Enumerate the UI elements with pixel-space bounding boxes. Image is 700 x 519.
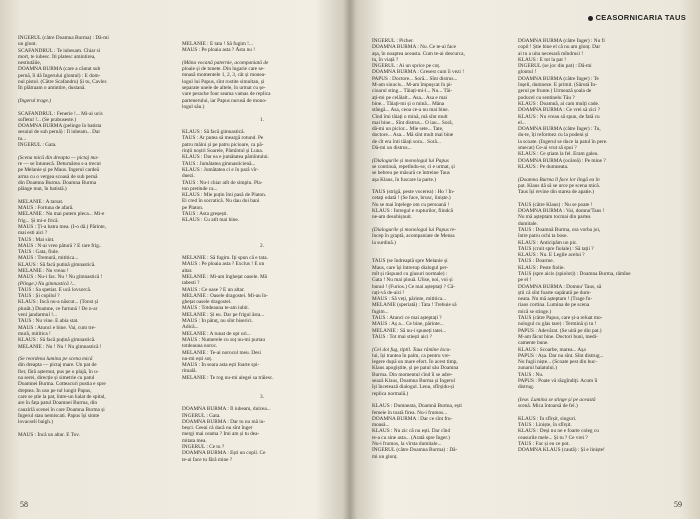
text-line: nologul cu glas tare) : Termină și tu !	[518, 321, 597, 328]
text-line: re — se întunecă. Deturnărea s-a trecut	[18, 160, 101, 167]
text-line: mergi mai ceama ? Imi am și tu dea-	[182, 431, 260, 438]
text-line: MELANIE : Să fugim. Îți spun că e tata.	[182, 255, 268, 262]
text-line: (Mâna vocană paternie, acompaniată de	[182, 59, 269, 66]
text-line: MAUS : Ți-a batra mea. (I-o dă.) Părinte,	[18, 223, 106, 230]
page-number-right: 59	[674, 500, 682, 509]
text-line: (Scena mică din dreapta — pictaj ma-	[18, 154, 99, 161]
text-line: DOAMNA KLAUS (caută) : Și e liniște!	[518, 447, 605, 454]
text-line: DOAMNA BURMA : Dar tu nu mă iu-	[182, 418, 266, 425]
text-line: MELANIE : Mi-am înghețat oasele. Mă	[182, 273, 268, 280]
text-line: ne-am desobișnuit.	[372, 214, 413, 221]
text-line: PAPUS : Poate vă răzgîndiți. Acum îi	[518, 378, 598, 385]
text-line: KLAUS : Pe dumneata.	[518, 163, 569, 170]
text-line: KLAUS : E tot la pat !	[518, 56, 566, 63]
text-line: dă-mi un picior... Mie sete... Tate,	[372, 126, 444, 133]
text-line: Nu fugii niște... (Scoate pest din buc-	[518, 359, 597, 366]
text-line: logul lui Papus, sînt rostite simultan, și	[182, 78, 265, 85]
text-line: MAUS : Să veți, părinte, mititica...	[372, 296, 447, 303]
text-line: ai tu a uita necesară mîndrusi !	[518, 50, 584, 57]
text-line: ÎNGERUL (către Doamna Burma) : Dă-	[372, 447, 458, 454]
text-line: KLAUS : Anticipăm un pic.	[518, 239, 578, 246]
left-column-2	[182, 41, 342, 463]
text-line: KLAUS : Nu zic că nu ești. Dar cînd	[372, 428, 451, 435]
text-line: DOAMNA BURMA : Vai, domnu'Taus !	[518, 208, 605, 215]
text-line: plânge mut, în batistă.)	[18, 186, 67, 193]
text-line: ÎNGERUL : Ce tu ?	[182, 444, 225, 450]
text-line: MAUS : Încă un altar. E Tov.	[18, 431, 80, 438]
text-line: tu...	[18, 135, 27, 142]
text-line: frig... Și mi-e frică.	[18, 217, 59, 224]
text-line: la scoate. (Îngerul se duce la patul în pere.	[518, 138, 608, 145]
text-line: 3.	[260, 393, 264, 400]
text-line: MAUS : N-ai vreo pătură ? E rare frig..	[18, 242, 102, 249]
text-line: na serei, direcție și simetrie cu patul	[18, 375, 95, 382]
text-line: DOAMNA BURMA (pelinge în batista	[18, 123, 102, 130]
text-line: ton pretinde ca...	[182, 185, 218, 192]
text-line: TAUS (se îndreaptă spre Melanie și	[372, 258, 448, 265]
text-line: vare perache four seama vamas de replica	[182, 91, 271, 98]
text-line: DOAMNA BURMA : Ești un copil. Ce	[182, 450, 266, 457]
text-line: MAUS : Tremură, mititica...	[18, 255, 79, 262]
text-line: DOAMNA BURMA : Domnu' Taus, să	[518, 283, 602, 290]
text-line: te-a cu sine asta... (Arată spre Înger.)	[372, 434, 450, 441]
text-line: cetați odată ! (Se face, brusc, liniște.)	[372, 195, 451, 202]
text-line: glontul !	[518, 69, 537, 76]
text-line: TAUS : Liniște, în sfîrșit.	[518, 422, 572, 429]
text-line: MELANIE : Oasele dragostei. Mi-au în-	[182, 292, 268, 299]
text-line: beșci. Ceeai că dacă nu sînt înger	[182, 425, 253, 432]
text-line: ÎNGERUL : Picher.	[372, 38, 414, 44]
text-line: ghețat oasele dragostei.	[182, 299, 232, 306]
text-line: Cînd îmi tăiați o mină, mă sînt mult	[372, 113, 448, 120]
text-line: KLAUS : Să facă puțină gimnastică.	[18, 337, 96, 344]
text-line: zunarul halatului.)	[518, 365, 557, 372]
text-line: TAUS : Asta greșești.	[182, 211, 228, 218]
text-line: DOAMNA BURMA (care a căutat sub	[18, 66, 101, 73]
text-line: Klaus apogiștite, și pe patul său Doamna	[372, 365, 459, 372]
text-line: TAUS : Ar putea să meargă rotund. Pe	[182, 135, 264, 142]
text-line: (Dialogurile și monologul lui Papus	[372, 157, 449, 164]
text-line: mai esti aici ?	[18, 230, 48, 237]
text-line: KLAUS : Întregul e rupturilor, fiindcă	[372, 208, 453, 215]
text-line: MELANIE : Nu vreau !	[18, 267, 69, 274]
text-line: KLAUS : Să facă gimnastică.	[182, 129, 245, 136]
text-line: lovacseli baigh.)	[18, 419, 54, 426]
text-line: TAUS (către Papus, care și-a reluat mo-	[518, 315, 603, 322]
text-line: camente bune.	[518, 340, 549, 347]
text-line: ÎNGERUL : Gata.	[18, 142, 57, 149]
text-line: ploaie și de tunete. Din lugarie care se-	[182, 66, 265, 73]
text-line: DOAMNA BURMA (către Înger) : Tu,	[518, 126, 601, 133]
text-line: mît și răspund cu glasuri normale) :	[372, 270, 448, 277]
text-line: cauzirlă scenei în care Doamna Burma și	[18, 406, 105, 413]
right-page	[354, 0, 694, 519]
text-line: MAUS : Numerele cu soț nu-mi purtau	[182, 336, 265, 343]
text-line: TAUS : Jumătatea gimnasticienă...	[182, 160, 256, 167]
text-line: MAUS : Fortuna de afară.	[18, 205, 74, 212]
text-line: Maus, care își întrerup dialogul per-	[372, 264, 449, 271]
text-line: pat. Klaus dă să se urce pe scena mică.	[518, 182, 601, 189]
text-line: (Dialogurile și monologul lui Papus re-	[372, 226, 457, 233]
text-line: (Se reordena lumina pe scena mică	[18, 356, 93, 363]
left-page	[6, 0, 346, 519]
text-line: ÎNGERUL : Ai un sprice pe coț.	[372, 63, 441, 70]
text-line: DOAMNA BURMA : Nu. Ce te-ai face	[372, 44, 457, 51]
text-line: KLAUS : Dar ea e jumătatea pămîntului.	[182, 154, 269, 161]
text-line: Nu mă așteptam tocmai din partea	[518, 214, 591, 221]
text-line: MAUS : Atunci e bine. Vai, cum tre-	[18, 324, 96, 331]
text-line: MAUS : Totdeauna te-am iubit.	[182, 305, 250, 312]
text-line: logul său.)	[182, 103, 205, 110]
text-line: Dă-mi un distrus...	[372, 145, 412, 152]
text-line: lui, își trantea în palm, ca pentru vre-	[372, 352, 451, 359]
text-line: KLAUS : Să facă putină gimnastică.	[18, 261, 96, 268]
text-line: DOAMNA BURMA (ocăreă) : Pe mine ?	[518, 157, 606, 164]
text-line: replica normală.)	[372, 390, 409, 397]
text-line: poducel cu sentinelu Tău ?	[518, 94, 575, 101]
text-line: TAUS : Atunci ce mai așteptați ?	[372, 315, 442, 322]
text-line: își încetează dialogul. Lenu, sfîrșidu-și	[372, 384, 455, 391]
running-header-text: CEASORNICARIA TAUS	[595, 13, 686, 22]
text-line: Gata ! Nu mai plouă. Ulise, noi, voi și	[372, 277, 453, 284]
text-line: KLAUS : Cu atît mai bine.	[182, 217, 240, 224]
text-line: TAUS : Nu vine. E abia stat.	[18, 318, 79, 325]
text-line: tabesti ?	[182, 280, 200, 287]
text-line: dumitale.	[518, 220, 538, 227]
text-line: mai bine... Sînt distrus... O iau... Soră,	[372, 119, 453, 126]
text-line: PAPUS : Așa. Dar nu sînt. Sînt distrug...	[518, 352, 604, 359]
text-line: așa Klaus, în fuscare la parte.)	[372, 176, 436, 183]
text-line: Burma. Din momentul cînd îi se adre-	[372, 371, 453, 378]
text-line: (Iese. Lumina se stinge și pe această	[518, 396, 596, 403]
text-line: care se știe la pat, între-un halat de spital,	[18, 393, 106, 400]
running-header	[588, 13, 686, 22]
text-line: KLAUS : Jumătatea ci e în pară vîr-	[182, 166, 259, 173]
text-line: TAUS : Gata, fiule.	[18, 249, 60, 256]
text-line: moasă...	[372, 422, 390, 429]
text-line: ceasurile mele... Și tu ? Ce vrei ?	[518, 434, 588, 441]
text-line: neata. Nu mă așteptam ! (Trage fu-	[518, 296, 593, 303]
text-line: TAUS (spre aicis (spiolot)) : Doamna Burma, rămîne	[518, 270, 631, 277]
text-line: dreptea. În uso pe tul lungit Papus,	[18, 387, 92, 394]
text-line: MELANIE : E tata ! Să fugim !...	[182, 41, 253, 47]
text-line: DOAMNA BURMA (către Înger) : Te	[518, 75, 599, 82]
text-line: el...	[518, 119, 526, 126]
text-line: DOAMNA BURMA : Ce vrei să zici ?	[518, 107, 600, 114]
text-line: TAUS : Doarme.	[518, 258, 554, 265]
text-line: (Plinge.) Nu gimnastică !...	[18, 280, 76, 287]
text-line: un glont.	[18, 41, 37, 48]
text-line: MAUS : În seara asta ești foarte spi-	[182, 362, 260, 369]
text-line: KLAUS : Dumneata, Doamnă Burma, ești	[372, 403, 462, 410]
text-line: mi un glonț.	[372, 453, 398, 460]
text-line: KLAUS : Scoarbe, marea... Așa	[518, 346, 586, 353]
text-line: pernă, îi dă Îngerului glontul) : E dom-	[18, 72, 101, 79]
text-line: se bebreu pe măsură ce întreine Taus	[372, 170, 450, 177]
text-line: 2.	[260, 242, 264, 249]
text-line: sează Klaus, Doamna Burma și Îngerul	[372, 378, 455, 385]
text-line: copil ! Știe bine el că nu am glonț. Dar	[518, 44, 601, 51]
text-line: riaos cortina. Lumina de pe scena	[518, 302, 590, 309]
text-line: nestiutăiie,	[18, 60, 42, 67]
text-line: MAUS : Aș a... Ce bine, părinte...	[372, 321, 444, 328]
text-line: distrug.	[518, 384, 535, 391]
text-line: înșeli, dumneze. E primit. (Sărută În-	[518, 82, 597, 89]
text-line: MAUS : Pe ploaia asta ? Ăsta nu !	[182, 47, 255, 54]
text-line: KLAUS : Doamnă, ai cam mulți cade.	[518, 100, 600, 107]
text-line: partenerului, iar Papus nurusă de mono-	[182, 97, 267, 104]
text-line: SCAFANDRUL : Fenerie !... Mi-ai ucis	[18, 110, 103, 117]
text-line: separate unele de altele, în urmat cu șe-	[182, 85, 266, 92]
text-line: M-am făcut bine. Doctori buni, medi-	[518, 333, 598, 340]
text-line: KLAUS : Nu. E Legile acelui ?	[518, 252, 585, 259]
text-line: MELANIE : A tarsat.	[18, 198, 64, 205]
text-line: patru mâini și pe patru picioare, ca pă-	[182, 141, 264, 148]
text-line: ÎNGERUL : Gata.	[182, 412, 221, 419]
text-line: mnasă momentele 1, 2, 3, cât și monea-	[182, 72, 266, 79]
text-line: sufletul !... (Se prabuseste.)	[18, 116, 77, 123]
text-line: din Doamna Burma. Doamna Burma	[18, 179, 97, 186]
text-line: sesuiul de sub pernă) : Îl iubeam... Dar	[18, 129, 101, 136]
text-line: tu, în viață ?	[372, 56, 399, 63]
text-line: la surdină.)	[372, 239, 396, 246]
text-line: smecat) Ce-ai vrut să spui ?	[518, 145, 577, 152]
text-line: gerul pe frunte.) Urmează șoala de	[518, 88, 592, 95]
text-line: (Doamna Burma îl face lor lingă ea în	[518, 176, 600, 183]
text-line: 1.	[260, 116, 264, 123]
text-line: pe el !	[518, 277, 532, 284]
left-column-1	[18, 35, 178, 438]
text-line: încep în graptă, acompaniate de Mensa	[372, 233, 455, 240]
text-line: rituală.	[182, 368, 197, 375]
text-line: mură, mititica !	[18, 330, 51, 337]
text-line: altar.	[182, 267, 193, 274]
text-line: nul pistol. (Către Scafandru) Și tu, Cavler.	[18, 79, 108, 86]
text-line: stângă... Asa, ceoa ce-a nu mai bine.	[372, 107, 449, 114]
text-line: TAUS : Și copilul ?	[18, 293, 60, 300]
text-line: DOAMNA BURMA : Îl iubeam, dulcea...	[182, 406, 271, 413]
text-line: din dreapta — pictaj mare. Un pat de	[18, 362, 97, 369]
text-line: are în fața patul Doamnei Burma, din	[18, 400, 97, 407]
text-line: știi că sînt foarte supărată pe dum-	[518, 289, 591, 296]
text-line: TAUS : Nu.	[518, 371, 544, 378]
text-line: KLAUS : Încă nu-a născut... (Tonst și	[18, 299, 99, 306]
text-line: bine... Tăiați-mi și o mină... Mâna	[372, 100, 445, 107]
text-line: MELANIE : Nu mai putem pleca... Mi-e	[18, 211, 105, 218]
text-line: duezi.	[182, 173, 195, 180]
text-line: mort, te iubesc. Îti platesc amintirea,	[18, 53, 96, 60]
text-line: între patru ochi ta bose.	[518, 233, 568, 240]
text-line: arma cu o vergea scoasă de sub pernă	[18, 173, 98, 180]
text-line: de cît era înti tăiați sora... Soră...	[372, 138, 441, 145]
text-line: TAUS (către Klaus) : Nu se poate !	[518, 201, 593, 208]
text-line: rinții noștri Soarele, Pămîntul și Luna.	[182, 148, 264, 155]
text-line: M-am sinucis... M-am împușcat în pi-	[372, 82, 453, 89]
text-line: KLAUS : Deși nu ne e foarte coleg cu	[518, 428, 599, 435]
right-column-2	[518, 38, 678, 454]
text-line: Doamnei Burma. Cotteacuri pustia e spre	[18, 381, 106, 388]
text-line: TAUS : Nu-i chiar atît de simplu. Pla-	[182, 179, 263, 186]
text-line: rați-vă de-aici !	[372, 289, 405, 296]
text-line: pe Platon.	[182, 204, 204, 211]
text-line: fier, fără așternut, pus pe o plajă, în u-	[18, 368, 99, 375]
text-line: TAUS : Doamnă Burma, ora vorba joi,	[518, 226, 601, 233]
text-line: MELANIE : Te rog nu-mi alegei sa trăiesc.	[182, 374, 274, 381]
text-line: MELANIE : Nu ! Nu ! Nu gimnastică !	[18, 343, 102, 350]
text-line: DOAMNA BURMA : Gresest cum îi vezi !	[372, 69, 464, 76]
text-line: MELANIE (speriată) : Tata ! Trebuie să	[372, 302, 457, 309]
text-line: ÎNGERUL (se joc din pat) : Dă-mi	[518, 63, 592, 70]
text-line: Ei cred în socratică. Nu dau doi bani	[182, 198, 260, 205]
text-line: te-ai face tu fără mine ?	[182, 456, 233, 463]
text-line: MAUS : Nu-i fac. Nu ! Nu gimnastică !	[18, 274, 103, 281]
text-line: veni jandarmul !...	[18, 312, 57, 319]
text-line: fugim...	[372, 308, 389, 315]
text-line: MAUS : Ce oase ? E un altar.	[182, 286, 245, 293]
text-line: pe Melanie și pe Maus. Îngerul cardeă	[18, 167, 100, 174]
text-line: du-te, îți reformez cu la podeni și	[518, 132, 589, 139]
text-line: totdeauna noroc.	[182, 343, 218, 350]
text-line: KLAUS : Mie puțin îmi pasă de Platon.	[182, 192, 267, 199]
text-line: mitata mea.	[182, 437, 207, 444]
text-line: Nu-i frumos, la vîrsta dumitale...	[372, 441, 442, 447]
text-line: TAUS : Mai sint.	[18, 236, 55, 243]
text-line: KLAUS : Nu vreau să spun, de fată cu	[518, 113, 600, 120]
text-line: PAPUS : Doctore... Soră... Sînt distrus...	[372, 75, 458, 82]
text-line: așa, în noaptea aceasta. Cum te-ai descurca,	[372, 50, 465, 57]
text-line: Taus își revine din starea de apatie.)	[518, 189, 594, 196]
text-line: TAUS : Fac și eu ce pot.	[518, 441, 570, 447]
text-line: Nu se mai înțelege om cu persoană !	[372, 201, 450, 208]
text-line: INGERUL (către Doamna Burma) : Dă-mi	[18, 35, 109, 41]
text-line: doctore... Asa... Mă sînt mult mai bine	[372, 132, 454, 139]
text-line: mică se stinge.)	[518, 308, 552, 315]
page-number-left: 58	[20, 500, 28, 509]
text-line: DOAMNA BURMA : Dar ce sînt fru-	[372, 415, 453, 422]
text-line: ați-mi pe celălalt... Asa... Asa e mai	[372, 94, 448, 101]
text-line: KLAUS : Ce știam la fel. Eram galeu.	[518, 151, 599, 158]
text-line: PAPUS : Adevărat. (Se uită pe din pat.)	[518, 327, 602, 334]
text-line: MELANIE : A tunat de opt ori...	[182, 330, 251, 337]
text-line: Îngerul stau nemiscati. Papus își simte	[18, 412, 100, 419]
text-line: (Îngerul trage.)	[18, 97, 51, 104]
text-line: femeie în toată firea. Nu-i frumos...	[372, 409, 448, 416]
text-line: KLAUS : În sfîrșit, singuri.	[518, 415, 577, 422]
text-line: scenă. Mica întoarsă de fel.)	[518, 403, 578, 410]
text-line: TAUS (cruit spre fiolale) : Să tații ?	[518, 245, 594, 252]
right-column-1	[372, 38, 532, 460]
text-line: TAUS (strigă, peste vocerea) : Ho ! În-	[372, 189, 455, 196]
text-line: SCAFANDRUL : Te iubesam. Chiar si	[18, 47, 101, 54]
text-line: MAUS : În pătuț, nu sînt biserici.	[182, 318, 253, 325]
text-line: MELANIE : Să nu-i spuneți tatei...	[372, 327, 447, 334]
text-line: MELANIE : Te-ai norocul meu. Desi	[182, 349, 261, 356]
text-line: legere după un mare efort. În acest timp,	[372, 359, 458, 366]
book-gutter	[343, 0, 357, 519]
bullet-icon	[588, 16, 593, 21]
text-line: (Cei doi fug, tiptil. Taus rămîne locu-	[372, 346, 451, 353]
text-line: DOAMNA BURMA (către Înger) : Nu fi	[518, 38, 605, 44]
text-line: TAUS : Sa spetiat. E ucă lovsorcă.	[18, 286, 92, 293]
text-line: plusăt.) Doamne, ce furtună ! De n-ar	[18, 305, 98, 312]
text-line: nu-mi ești soț.	[182, 355, 213, 362]
text-line: se continuă, repetîndu-se, ci e urmat, și	[372, 163, 455, 170]
text-line: cioarul sting... Tăiați-mi-l... Nu... Tăi-	[372, 88, 453, 95]
text-line: Adică...	[182, 324, 199, 331]
text-line: MELANIE : Și eu. Dar pe frigul ăsta...	[182, 311, 265, 318]
text-line: KLAUS : Peste fiolie.	[518, 264, 565, 271]
text-line: MAUS : Pe ploaia asta ? Exclus ! E un	[182, 261, 265, 268]
text-line: bunul ! (Furios.) Ce mai așteptați ? Că-	[372, 283, 455, 290]
text-line: Îti plătraam o amintire, dustană.	[18, 85, 86, 92]
text-line: TAUS : Tot mai stiești aici ?	[372, 333, 433, 340]
